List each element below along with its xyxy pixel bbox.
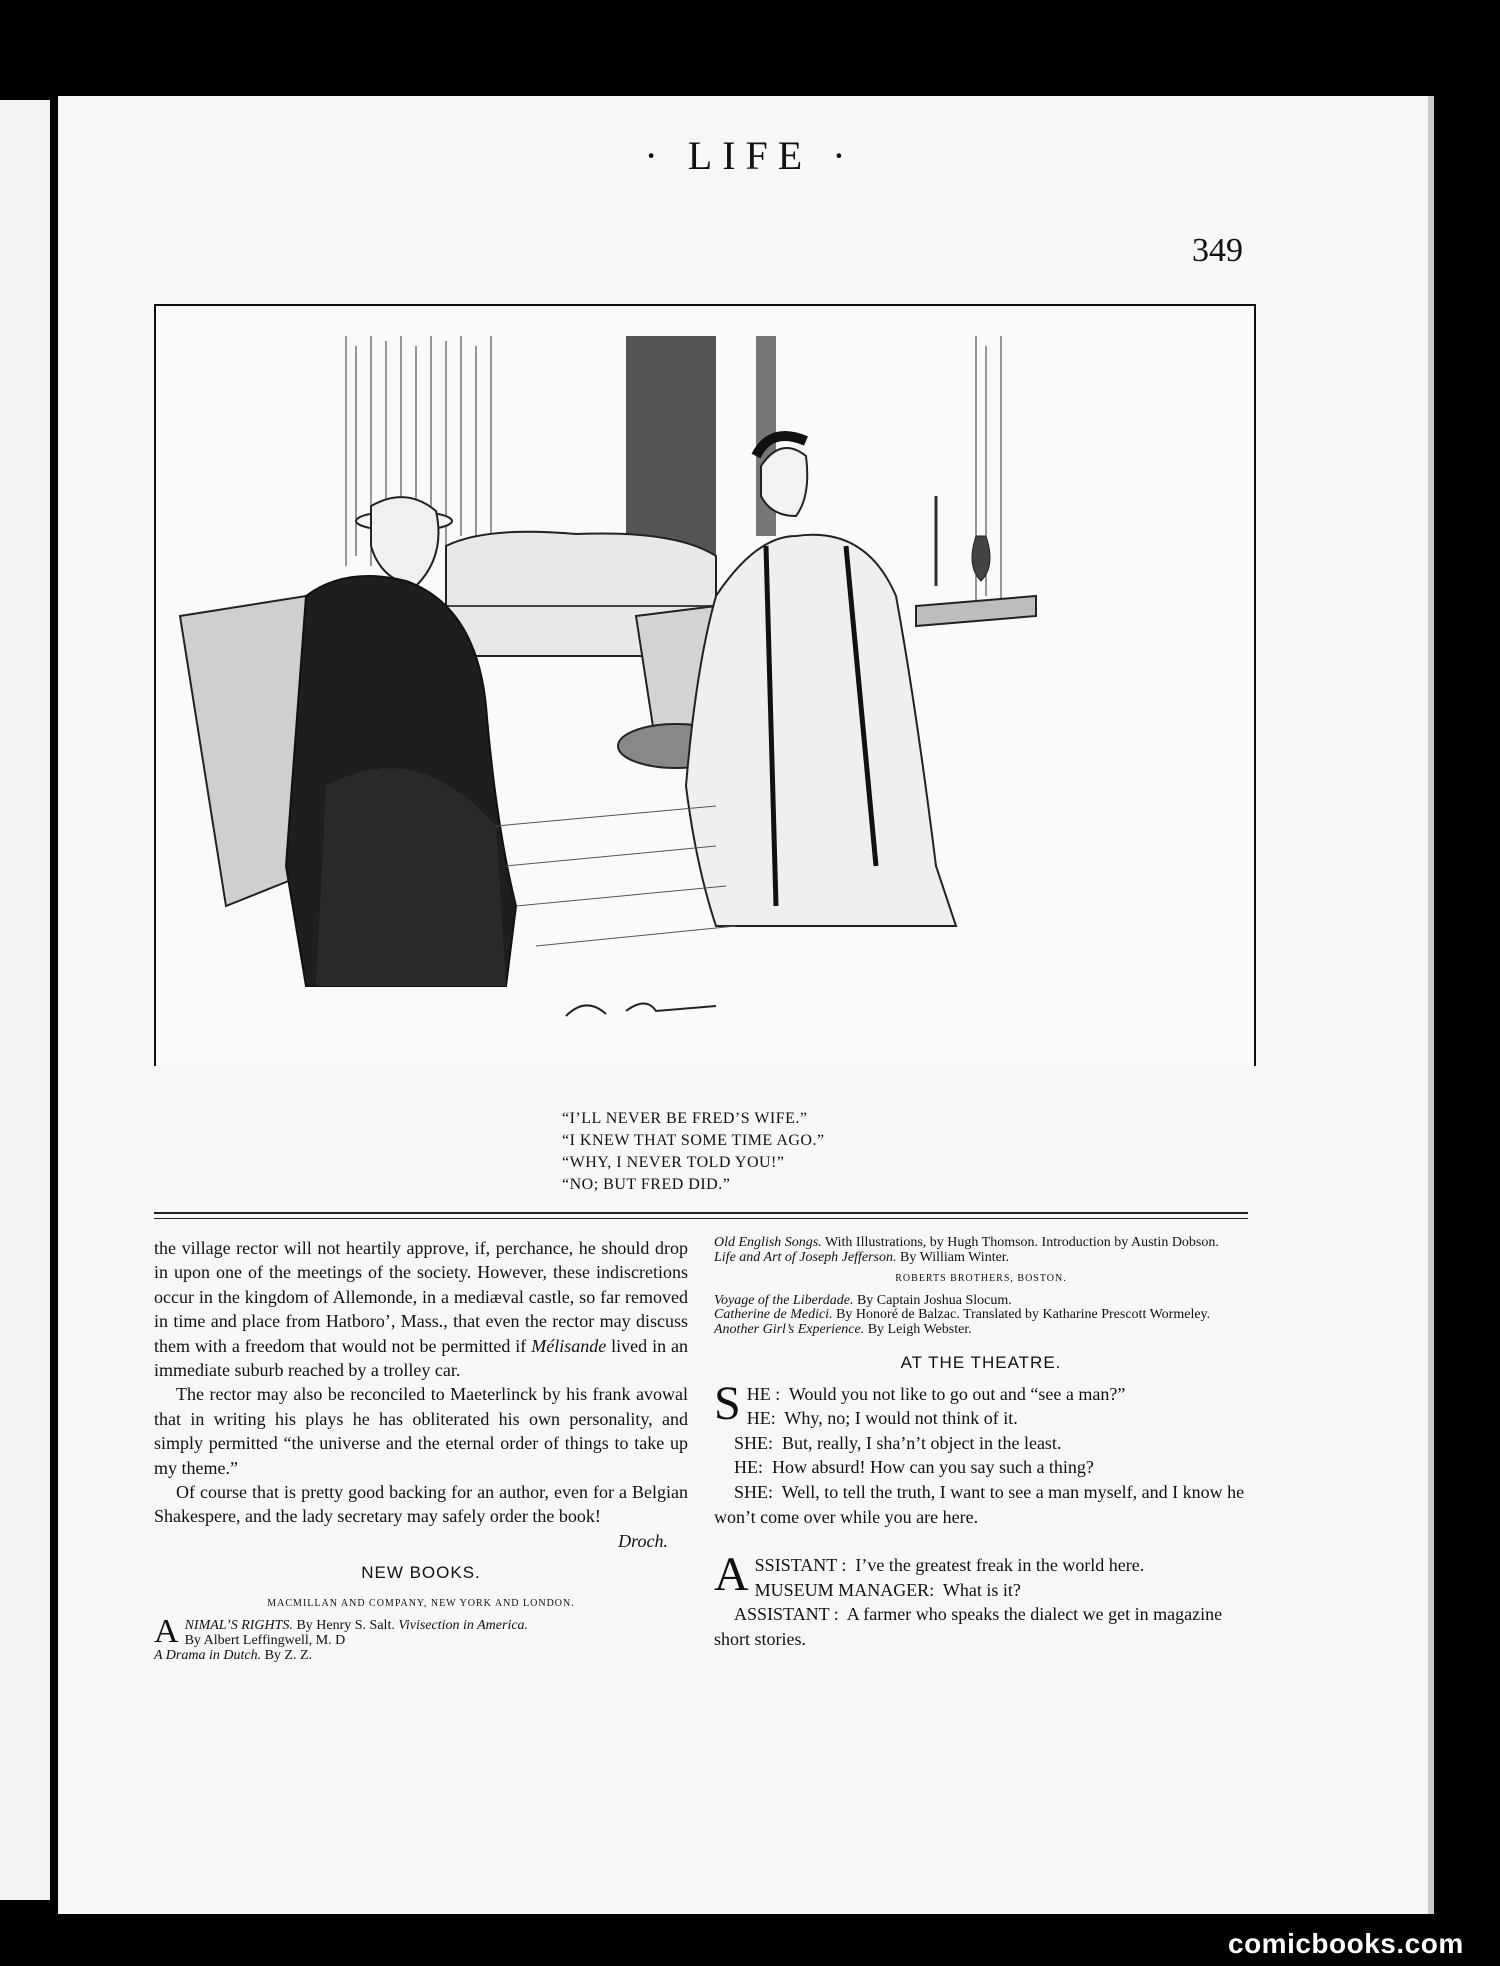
publisher-line: MACMILLAN AND COMPANY, NEW YORK AND LONDON. [267, 1597, 575, 1609]
drop-cap: A [154, 1613, 179, 1651]
book-title: NIMAL’S RIGHTS. [184, 1618, 293, 1634]
speaker: SHE: [734, 1482, 774, 1503]
section-divider [154, 1218, 1248, 1219]
book-title: Vivisection in America. [398, 1618, 529, 1634]
book-title: A Drama in Dutch. [154, 1648, 262, 1664]
young-woman-figure [686, 436, 956, 926]
review-paragraph: Of course that is pretty good backing for an author, even for a Belgian Shakespere, and the lady secretary may safely order the book! [154, 1482, 688, 1527]
review-paragraph: The rector may also be reconciled to Maeterlinck by his frank avowal that in writing his plays he has obliterated his own personality, and simply permitted “the universe and the eternal order of things to take up my theme.” [154, 1384, 688, 1478]
caption-line: “WHY, I NEVER TOLD YOU!” [562, 1154, 785, 1171]
cartoon-illustration [154, 304, 1256, 1066]
book-author: By Honoré de Balzac. Translated by Katharine Prescott Wormeley. [836, 1307, 1211, 1323]
page-number: 349 [1192, 232, 1243, 269]
drop-cap: A [714, 1548, 749, 1602]
section-divider [154, 1212, 1248, 1214]
drop-cap: S [714, 1376, 741, 1430]
dialogue-text: Would you not like to go out and “see a man?” [788, 1383, 1126, 1404]
speaker: HE : [746, 1383, 781, 1404]
dialogue-text: What is it? [942, 1579, 1021, 1600]
vase [972, 536, 990, 581]
book-list-continued [714, 1236, 1248, 1265]
book-author: By Leigh Webster. [867, 1321, 972, 1337]
dialogue-text: Well, to tell the truth, I want to see a man myself, and I know he won’t come over while you are here. [714, 1482, 1245, 1527]
book-author: By Albert Leffingwell, M. D [184, 1633, 346, 1649]
book-list [154, 1613, 688, 1664]
book-title: Voyage of the Liberdade. [714, 1292, 854, 1308]
speaker: ASSISTANT : [734, 1604, 839, 1625]
book-list-roberts [714, 1294, 1248, 1338]
book-title: Life and Art of Joseph Jefferson. [714, 1249, 897, 1265]
new-books-heading: NEW BOOKS. [361, 1563, 481, 1583]
dialogue-text: How absurd! How can you say such a thing? [772, 1457, 1094, 1478]
author-signature: Droch. [618, 1530, 668, 1551]
book-title-italic: Mélisande [531, 1335, 607, 1356]
caption-line: “I’LL NEVER BE FRED’S WIFE.” [562, 1110, 808, 1127]
dialogue-text: Why, no; I would not think of it. [784, 1408, 1018, 1429]
page-edge-shadow [1428, 96, 1434, 1914]
artist-signature [566, 1004, 716, 1017]
theatre-dialogue [714, 1376, 1248, 1530]
book-author: By William Winter. [900, 1249, 1010, 1265]
book-author: By Captain Joshua Slocum. [856, 1292, 1012, 1308]
dialogue-text: A farmer who speaks the dialect we get in magazine short stories. [714, 1604, 1223, 1650]
book-author: By Z. Z. [264, 1648, 313, 1664]
museum-dialogue [714, 1548, 1248, 1651]
magazine-title: · LIFE · [644, 133, 856, 178]
book-author: With Illustrations, by Hugh Thomson. Introduction by Austin Dobson. [824, 1235, 1219, 1250]
book-title: Catherine de Medici. [714, 1307, 833, 1323]
left-column [154, 1236, 688, 1663]
speaker: SSISTANT : [754, 1555, 847, 1576]
speaker: HE: [734, 1457, 763, 1478]
speaker: HE: [746, 1408, 776, 1429]
caption-line: “NO; BUT FRED DID.” [562, 1176, 731, 1193]
theatre-heading: AT THE THEATRE. [900, 1353, 1062, 1373]
speaker: SHE: [734, 1432, 774, 1453]
facing-page-edge [0, 100, 50, 1900]
side-table [916, 596, 1036, 626]
speaker: MUSEUM MANAGER: [754, 1579, 935, 1600]
dialogue-text: I’ve the greatest freak in the world here. [855, 1555, 1145, 1576]
dialogue-text: But, really, I sha’n’t object in the least. [782, 1432, 1062, 1453]
site-watermark: comicbooks.com [1228, 1928, 1464, 1959]
book-title: Old English Songs. [714, 1235, 822, 1250]
publisher-line: ROBERTS BROTHERS, BOSTON. [895, 1273, 1067, 1284]
book-title: Another Girl’s Experience. [714, 1321, 865, 1337]
signature-row [154, 1529, 688, 1553]
review-text: the village rector will not heartily approve, if, perchance, he should drop in upon one of the meetings of the society. However, these indiscretions occur in the kingdom of Allemonde, in a mediæval castle, so far removed in time and place from Hatboro’, Mass., that even the rector may discuss them with a freedom that would not be permitted if [154, 1238, 688, 1356]
cartoon-drawing [156, 306, 1254, 1066]
cartoon-caption [562, 1108, 825, 1196]
review-text: lived in an immediate suburb reached by a trolley car. [154, 1335, 688, 1381]
book-author: By Henry S. Salt. [296, 1618, 395, 1634]
review-paragraph [154, 1236, 688, 1382]
right-column [714, 1236, 1248, 1652]
caption-line: “I KNEW THAT SOME TIME AGO.” [562, 1132, 825, 1149]
